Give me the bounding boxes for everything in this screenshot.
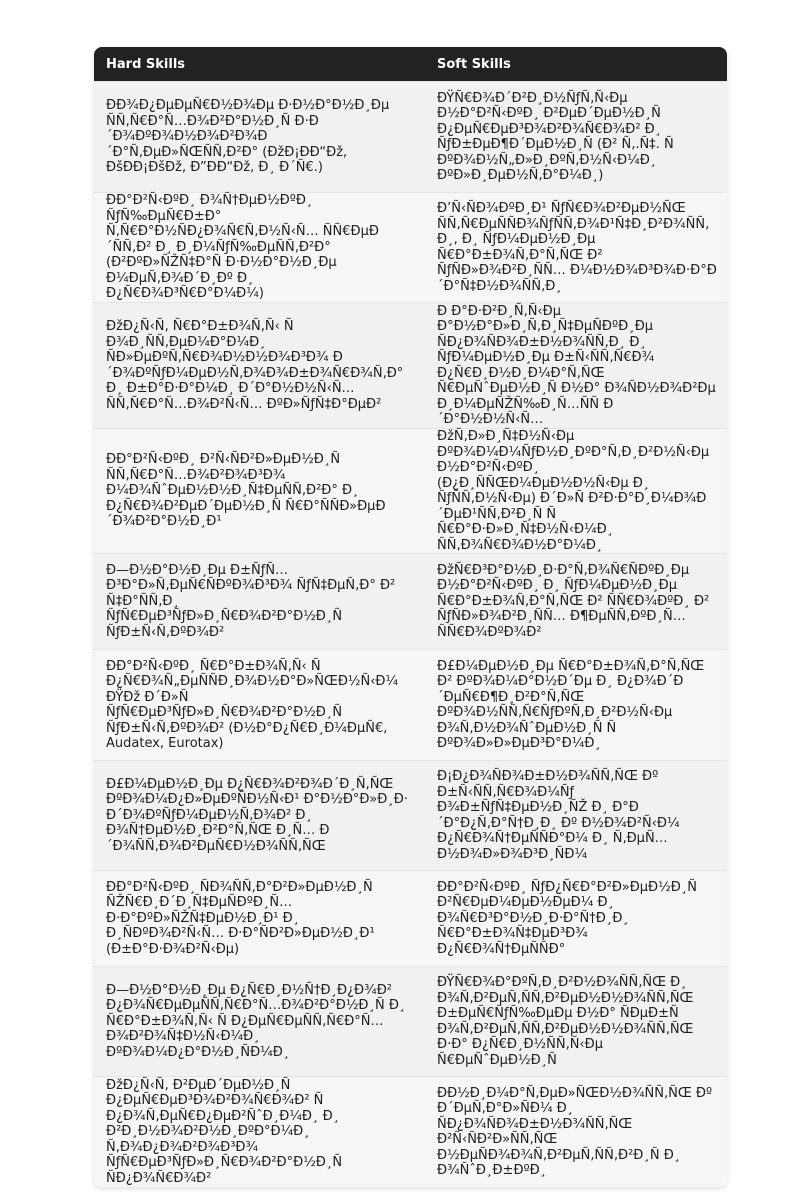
skills-table — [94, 47, 727, 1187]
hard-skill-cell: ÐÐ°Ð²Ñ‹ÐºÐ¸ Ð²Ñ‹ÑÐ²Ð»ÐµÐ½Ð¸Ñ ÑÑ‚Ñ€Ð°Ñ…Ð¾Ð²Ð¾Ð³Ð¾ Ð¼Ð¾ÑˆÐµÐ½Ð½Ð¸Ñ‡ÐµÑÑ‚Ð²Ð° Ð¸ Ð¿Ñ€Ð¾Ð²ÐµÐ´ÐµÐ½Ð¸Ñ Ñ€Ð°ÑÑÐ»ÐµÐ´Ð¾Ð²Ð°Ð½Ð¸Ð¹ — [94, 429, 425, 554]
hard-skill-cell: ÐÐ°Ð²Ñ‹ÐºÐ¸ Ð¾Ñ†ÐµÐ½ÐºÐ¸ ÑƒÑ‰ÐµÑ€Ð±Ð° Ñ‚Ñ€Ð°Ð½ÑÐ¿Ð¾Ñ€Ñ‚Ð½Ñ‹Ñ… ÑÑ€ÐµÐ´ÑÑ‚Ð² Ð¸ Ð¸Ð¼ÑƒÑ‰ÐµÑÑ‚Ð²Ð° (Ð²ÐºÐ»ÑŽÑ‡Ð°Ñ Ð·Ð½Ð°Ð½Ð¸Ðµ Ð¼ÐµÑ‚Ð¾Ð´Ð¸Ðº Ð¸ Ð¿Ñ€Ð¾Ð³Ñ€Ð°Ð¼Ð¼) — [94, 193, 425, 303]
hard-skill-cell: Ð—Ð½Ð°Ð½Ð¸Ðµ Ð¿Ñ€Ð¸Ð½Ñ†Ð¸Ð¿Ð¾Ð² Ð¿Ð¾Ñ€ÐµÐµÑÑ‚Ñ€Ð°Ñ…Ð¾Ð²Ð°Ð½Ð¸Ñ Ð¸ Ñ€Ð°Ð±Ð¾Ñ‚Ñ‹ Ñ Ð¿ÐµÑ€ÐµÑÑ‚Ñ€Ð°Ñ…Ð¾Ð²Ð¾Ñ‡Ð½Ñ‹Ð¼Ð¸ ÐºÐ¾Ð¼Ð¿Ð°Ð½Ð¸ÑÐ¼Ð¸ — [94, 967, 425, 1077]
hard-skill-cell: ÐÐ°Ð²Ñ‹ÐºÐ¸ ÑÐ¾ÑÑ‚Ð°Ð²Ð»ÐµÐ½Ð¸Ñ ÑŽÑ€Ð¸Ð´Ð¸Ñ‡ÐµÑÐºÐ¸Ñ… Ð·Ð°ÐºÐ»ÑŽÑ‡ÐµÐ½Ð¸Ð¹ Ð¸ Ð¸ÑÐºÐ¾Ð²Ñ‹Ñ… Ð·Ð°ÑÐ²Ð»ÐµÐ½Ð¸Ð¹ (Ð±Ð°Ð·Ð¾Ð²Ñ‹Ðµ) — [94, 871, 425, 967]
hard-skill-cell: Ð£Ð¼ÐµÐ½Ð¸Ðµ Ð¿Ñ€Ð¾Ð²Ð¾Ð´Ð¸Ñ‚ÑŒ ÐºÐ¾Ð¼Ð¿Ð»ÐµÐºÑÐ½Ñ‹Ð¹ Ð°Ð½Ð°Ð»Ð¸Ð· Ð´Ð¾ÐºÑƒÐ¼ÐµÐ½Ñ‚Ð¾Ð² Ð¸ Ð¾Ñ†ÐµÐ½Ð¸Ð²Ð°Ñ‚ÑŒ Ð¸Ñ… Ð´Ð¾ÑÑ‚Ð¾Ð²ÐµÑ€Ð½Ð¾ÑÑ‚ÑŒ — [94, 761, 425, 871]
table-row — [94, 429, 727, 554]
table-row — [94, 871, 727, 967]
table-row — [94, 650, 727, 761]
table-row — [94, 967, 727, 1077]
soft-skill-cell: Ð£Ð¼ÐµÐ½Ð¸Ðµ Ñ€Ð°Ð±Ð¾Ñ‚Ð°Ñ‚ÑŒ Ð² ÐºÐ¾Ð¼Ð°Ð½Ð´Ðµ Ð¸ Ð¿Ð¾Ð´Ð´ÐµÑ€Ð¶Ð¸Ð²Ð°Ñ‚ÑŒ ÐºÐ¾Ð½ÑÑ‚Ñ€ÑƒÐºÑ‚Ð¸Ð²Ð½Ñ‹Ðµ Ð¾Ñ‚Ð½Ð¾ÑˆÐµÐ½Ð¸Ñ Ñ ÐºÐ¾Ð»Ð»ÐµÐ³Ð°Ð¼Ð¸ — [425, 650, 727, 761]
soft-skill-cell: Ð Ð°Ð·Ð²Ð¸Ñ‚Ñ‹Ðµ Ð°Ð½Ð°Ð»Ð¸Ñ‚Ð¸Ñ‡ÐµÑÐºÐ¸Ðµ ÑÐ¿Ð¾ÑÐ¾Ð±Ð½Ð¾ÑÑ‚Ð¸ Ð¸ ÑƒÐ¼ÐµÐ½Ð¸Ðµ Ð±Ñ‹ÑÑ‚Ñ€Ð¾ Ð¿Ñ€Ð¸Ð½Ð¸Ð¼Ð°Ñ‚ÑŒ Ñ€ÐµÑˆÐµÐ½Ð¸Ñ Ð½Ð° Ð¾ÑÐ½Ð¾Ð²Ðµ Ð¸Ð¼ÐµÑŽÑ‰Ð¸Ñ…ÑÑ Ð´Ð°Ð½Ð½Ñ‹Ñ… — [425, 303, 727, 429]
table-row — [94, 1077, 727, 1188]
table-row — [94, 193, 727, 303]
header-soft-skills: Soft Skills — [425, 47, 727, 82]
hard-skill-cell: ÐžÐ¿Ñ‹Ñ‚ Ð²ÐµÐ´ÐµÐ½Ð¸Ñ Ð¿ÐµÑ€ÐµÐ³Ð¾Ð²Ð¾Ñ€Ð¾Ð² Ñ Ð¿Ð¾Ñ‚ÐµÑ€Ð¿ÐµÐ²ÑˆÐ¸Ð¼Ð¸ Ð¸ Ð²Ð¸Ð½Ð¾Ð²Ð½Ð¸ÐºÐ°Ð¼Ð¸ Ñ‚Ð¾Ð¿Ð¾Ð²Ð¾Ð³Ð¾ ÑƒÑ€ÐµÐ³ÑƒÐ»Ð¸Ñ€Ð¾Ð²Ð°Ð½Ð¸Ñ ÑÐ¿Ð¾Ñ€Ð¾Ð² — [94, 1077, 425, 1188]
soft-skill-cell: ÐžÑ‚Ð»Ð¸Ñ‡Ð½Ñ‹Ðµ ÐºÐ¾Ð¼Ð¼ÑƒÐ½Ð¸ÐºÐ°Ñ‚Ð¸Ð²Ð½Ñ‹Ðµ Ð½Ð°Ð²Ñ‹ÐºÐ¸ (Ð¿Ð¸ÑÑŒÐ¼ÐµÐ½Ð½Ñ‹Ðµ Ð¸ ÑƒÑÑ‚Ð½Ñ‹Ðµ) Ð´Ð»Ñ Ð²Ð·Ð°Ð¸Ð¼Ð¾Ð´ÐµÐ¹ÑÑ‚Ð²Ð¸Ñ Ñ Ñ€Ð°Ð·Ð»Ð¸Ñ‡Ð½Ñ‹Ð¼Ð¸ ÑÑ‚Ð¾Ñ€Ð¾Ð½Ð°Ð¼Ð¸ — [425, 429, 727, 554]
soft-skill-cell: ÐžÑ€Ð³Ð°Ð½Ð¸Ð·Ð°Ñ‚Ð¾Ñ€ÑÐºÐ¸Ðµ Ð½Ð°Ð²Ñ‹ÐºÐ¸ Ð¸ ÑƒÐ¼ÐµÐ½Ð¸Ðµ Ñ€Ð°Ð±Ð¾Ñ‚Ð°Ñ‚ÑŒ Ð² ÑÑ€Ð¾ÐºÐ¸ Ð² ÑƒÑÐ»Ð¾Ð²Ð¸ÑÑ… Ð¶ÐµÑÑ‚ÐºÐ¸Ñ… ÑÑ€Ð¾ÐºÐ¾Ð² — [425, 554, 727, 650]
table-row — [94, 761, 727, 871]
hard-skill-cell: ÐÐ¾Ð¿ÐµÐµÑ€Ð½Ð¾Ðµ Ð·Ð½Ð°Ð½Ð¸Ðµ ÑÑ‚Ñ€Ð°Ñ…Ð¾Ð²Ð°Ð½Ð¸Ñ Ð·Ð´Ð¾ÐºÐ¾Ð½Ð¾Ð²Ð¾Ð´Ð°Ñ‚ÐµÐ»ÑŒÑÑ‚Ð²Ð° (ÐžÐ¡ÐÐ“Ðž, ÐšÐÐ¡ÐšÐž, Ð”ÐÐ“Ðž, Ð¸ Ð´Ñ€.) — [94, 82, 425, 193]
table-row — [94, 303, 727, 429]
table-row — [94, 82, 727, 193]
soft-skill-cell: ÐÐ°Ð²Ñ‹ÐºÐ¸ ÑƒÐ¿Ñ€Ð°Ð²Ð»ÐµÐ½Ð¸Ñ Ð²Ñ€ÐµÐ¼ÐµÐ½ÐµÐ¼ Ð¸ Ð¾Ñ€Ð³Ð°Ð½Ð¸Ð·Ð°Ñ†Ð¸Ð¸ Ñ€Ð°Ð±Ð¾Ñ‡ÐµÐ³Ð¾ Ð¿Ñ€Ð¾Ñ†ÐµÑÑÐ° — [425, 871, 727, 967]
skills-table-card — [94, 47, 727, 1187]
soft-skill-cell: ÐŸÑ€Ð¾Ð´Ð²Ð¸Ð½ÑƒÑ‚Ñ‹Ðµ Ð½Ð°Ð²Ñ‹ÐºÐ¸ Ð²ÐµÐ´ÐµÐ½Ð¸Ñ Ð¿ÐµÑ€ÐµÐ³Ð¾Ð²Ð¾Ñ€Ð¾Ð² Ð¸ ÑƒÐ±ÐµÐ¶Ð´ÐµÐ½Ð¸Ñ (Ð² Ñ‚.Ñ‡. Ñ ÐºÐ¾Ð½Ñ„Ð»Ð¸ÐºÑ‚Ð½Ñ‹Ð¼Ð¸ ÐºÐ»Ð¸ÐµÐ½Ñ‚Ð°Ð¼Ð¸) — [425, 82, 727, 193]
header-hard-skills: Hard Skills — [94, 47, 425, 82]
soft-skill-cell: Ð’Ñ‹ÑÐ¾ÐºÐ¸Ð¹ ÑƒÑ€Ð¾Ð²ÐµÐ½ÑŒ ÑÑ‚Ñ€ÐµÑÑÐ¾ÑƒÑÑ‚Ð¾Ð¹Ñ‡Ð¸Ð²Ð¾ÑÑ‚Ð¸, Ð¸ ÑƒÐ¼ÐµÐ½Ð¸Ðµ Ñ€Ð°Ð±Ð¾Ñ‚Ð°Ñ‚ÑŒ Ð² ÑƒÑÐ»Ð¾Ð²Ð¸ÑÑ… Ð¼Ð½Ð¾Ð³Ð¾Ð·Ð°Ð´Ð°Ñ‡Ð½Ð¾ÑÑ‚Ð¸ — [425, 193, 727, 303]
hard-skill-cell: Ð—Ð½Ð°Ð½Ð¸Ðµ Ð±ÑƒÑ…Ð³Ð°Ð»Ñ‚ÐµÑ€ÑÐºÐ¾Ð³Ð¾ ÑƒÑ‡ÐµÑ‚Ð° Ð² Ñ‡Ð°ÑÑ‚Ð¸ ÑƒÑ€ÐµÐ³ÑƒÐ»Ð¸Ñ€Ð¾Ð²Ð°Ð½Ð¸Ñ ÑƒÐ±Ñ‹Ñ‚ÐºÐ¾Ð² — [94, 554, 425, 650]
table-header-row — [94, 47, 727, 82]
soft-skill-cell: Ð¡Ð¿Ð¾ÑÐ¾Ð±Ð½Ð¾ÑÑ‚ÑŒ Ðº Ð±Ñ‹ÑÑ‚Ñ€Ð¾Ð¼Ñƒ Ð¾Ð±ÑƒÑ‡ÐµÐ½Ð¸ÑŽ Ð¸ Ð°Ð´Ð°Ð¿Ñ‚Ð°Ñ†Ð¸Ð¸ Ðº Ð½Ð¾Ð²Ñ‹Ð¼ Ð¿Ñ€Ð¾Ñ†ÐµÑÑÐ°Ð¼ Ð¸ Ñ‚ÐµÑ…Ð½Ð¾Ð»Ð¾Ð³Ð¸ÑÐ¼ — [425, 761, 727, 871]
table-row — [94, 554, 727, 650]
hard-skill-cell: ÐžÐ¿Ñ‹Ñ‚ Ñ€Ð°Ð±Ð¾Ñ‚Ñ‹ Ñ Ð¾Ð¸ÑÑ‚ÐµÐ¼Ð°Ð¼Ð¸ ÑÐ»ÐµÐºÑ‚Ñ€Ð¾Ð½Ð½Ð¾Ð³Ð¾ Ð´Ð¾ÐºÑƒÐ¼ÐµÐ½Ñ‚Ð¾Ð¾Ð±Ð¾Ñ€Ð¾Ñ‚Ð° Ð¸ Ð±Ð°Ð·Ð°Ð¼Ð¸ Ð´Ð°Ð½Ð½Ñ‹Ñ… ÑÑ‚Ñ€Ð°Ñ…Ð¾Ð²Ñ‹Ñ… ÐºÐ»ÑƒÑ‡Ð°ÐµÐ² — [94, 303, 425, 429]
soft-skill-cell: ÐŸÑ€Ð¾Ð°ÐºÑ‚Ð¸Ð²Ð½Ð¾ÑÑ‚ÑŒ Ð¸ Ð¾Ñ‚Ð²ÐµÑ‚ÑÑ‚Ð²ÐµÐ½Ð½Ð¾ÑÑ‚ÑŒ Ð±ÐµÑ€ÑƒÑ‰ÐµÐµ Ð½Ð° ÑÐµÐ±Ñ Ð¾Ñ‚Ð²ÐµÑ‚ÑÑ‚Ð²ÐµÐ½Ð½Ð¾ÑÑ‚ÑŒ Ð·Ð° Ð¿Ñ€Ð¸Ð½ÑÑ‚Ñ‹Ðµ Ñ€ÐµÑˆÐµÐ½Ð¸Ñ — [425, 967, 727, 1077]
hard-skill-cell: ÐÐ°Ð²Ñ‹ÐºÐ¸ Ñ€Ð°Ð±Ð¾Ñ‚Ñ‹ Ñ Ð¿Ñ€Ð¾Ñ„ÐµÑÑÐ¸Ð¾Ð½Ð°Ð»ÑŒÐ½Ñ‹Ð¼ ÐŸÐž Ð´Ð»Ñ ÑƒÑ€ÐµÐ³ÑƒÐ»Ð¸Ñ€Ð¾Ð²Ð°Ð½Ð¸Ñ ÑƒÐ±Ñ‹Ñ‚ÐºÐ¾Ð² (Ð½Ð°Ð¿Ñ€Ð¸Ð¼ÐµÑ€, Audatex, Eurotax) — [94, 650, 425, 761]
soft-skill-cell: ÐÐ½Ð¸Ð¼Ð°Ñ‚ÐµÐ»ÑŒÐ½Ð¾ÑÑ‚ÑŒ Ðº Ð´ÐµÑ‚Ð°Ð»ÑÐ¼ Ð¸ ÑÐ¿Ð¾ÑÐ¾Ð±Ð½Ð¾ÑÑ‚ÑŒ Ð²Ñ‹ÑÐ²Ð»ÑÑ‚ÑŒ Ð½ÐµÑÐ¾Ð¾Ñ‚Ð²ÐµÑ‚ÑÑ‚Ð²Ð¸Ñ Ð¸ Ð¾ÑˆÐ¸Ð±ÐºÐ¸ — [425, 1077, 727, 1188]
